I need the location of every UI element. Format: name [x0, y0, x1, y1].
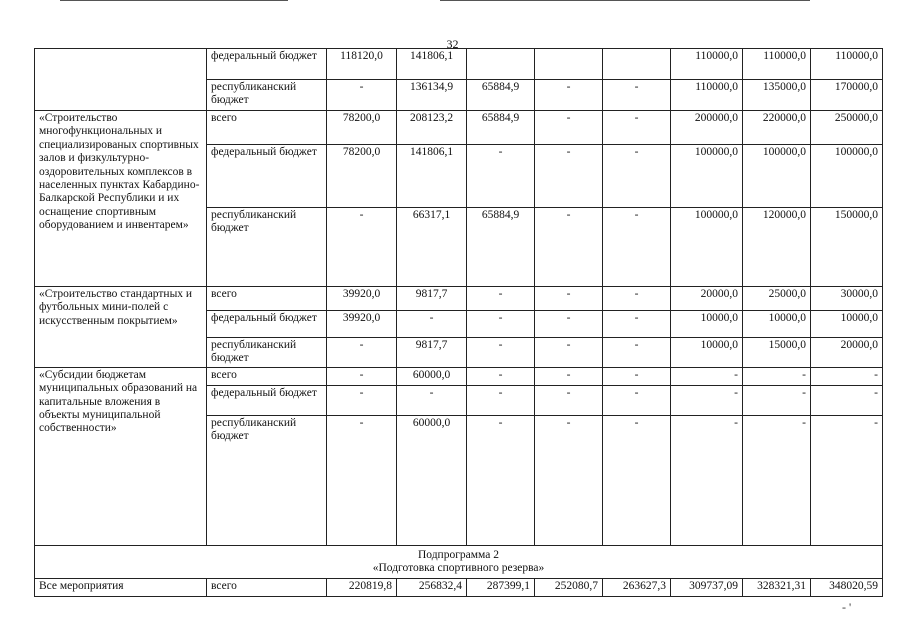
total-row [35, 578, 883, 596]
value-cell: - [535, 80, 603, 111]
value-cell: - [327, 367, 397, 385]
funding-source-cell: республиканский бюджет [207, 338, 327, 368]
value-cell: - [397, 311, 467, 338]
value-cell: - [535, 287, 603, 311]
funding-source-cell: федеральный бюджет [207, 145, 327, 208]
value-cell: - [743, 385, 811, 415]
value-cell: - [467, 367, 535, 385]
value-cell: 30000,0 [811, 287, 883, 311]
budget-table [34, 48, 883, 597]
activity-name-cell: «Строительство стандартных и футбольных мини-полей с искусственным покрытием» [35, 287, 207, 368]
total-value-cell: 309737,09 [671, 578, 743, 596]
funding-source-cell: федеральный бюджет [207, 311, 327, 338]
value-cell: 78200,0 [327, 145, 397, 208]
value-cell: 65884,9 [467, 111, 535, 145]
value-cell: 20000,0 [671, 287, 743, 311]
top-scan-line-right [440, 0, 810, 1]
value-cell: - [603, 385, 671, 415]
value-cell: 9817,7 [397, 287, 467, 311]
value-cell: 141806,1 [397, 49, 467, 80]
value-cell: 100000,0 [811, 145, 883, 208]
value-cell: - [467, 287, 535, 311]
total-value-cell: 252080,7 [535, 578, 603, 596]
table-row [35, 49, 883, 80]
value-cell: - [811, 385, 883, 415]
value-cell: 110000,0 [743, 49, 811, 80]
value-cell: 136134,9 [397, 80, 467, 111]
value-cell: - [535, 311, 603, 338]
value-cell: - [535, 385, 603, 415]
value-cell: 100000,0 [671, 208, 743, 287]
activity-name-cell: «Строительство многофункциональных и специализированых спортивных залов и физкультурно-оздоровительных комплексов в населенных пунктах Кабардино-Балкарской Республики и их оснащение спортивным оборудованием и инвентарем» [35, 111, 207, 287]
value-cell: 120000,0 [743, 208, 811, 287]
value-cell: - [535, 415, 603, 545]
value-cell: - [671, 385, 743, 415]
value-cell: - [603, 145, 671, 208]
value-cell: - [603, 415, 671, 545]
value-cell: - [467, 415, 535, 545]
value-cell: - [327, 338, 397, 368]
value-cell [467, 49, 535, 80]
value-cell: - [535, 367, 603, 385]
scan-mark: - ' [842, 600, 852, 614]
subprogram-subtitle: «Подготовка спортивного резерва» [372, 562, 545, 575]
funding-source-cell: федеральный бюджет [207, 385, 327, 415]
value-cell: - [535, 208, 603, 287]
funding-source-cell: республиканский бюджет [207, 208, 327, 287]
value-cell: 150000,0 [811, 208, 883, 287]
value-cell: - [671, 415, 743, 545]
value-cell: - [467, 311, 535, 338]
value-cell: 100000,0 [743, 145, 811, 208]
funding-source-cell: федеральный бюджет [207, 49, 327, 80]
funding-source-cell: всего [207, 367, 327, 385]
value-cell: - [397, 385, 467, 415]
value-cell: 250000,0 [811, 111, 883, 145]
value-cell: - [743, 415, 811, 545]
activity-name-cell: «Субсидии бюджетам муниципальных образований на капитальные вложения в объекты муниципальной собственности» [35, 367, 207, 545]
value-cell: - [535, 111, 603, 145]
value-cell: - [603, 111, 671, 145]
value-cell: 15000,0 [743, 338, 811, 368]
funding-source-cell: всего [207, 287, 327, 311]
value-cell: 10000,0 [811, 311, 883, 338]
value-cell: 66317,1 [397, 208, 467, 287]
value-cell: - [467, 338, 535, 368]
value-cell: 60000,0 [397, 367, 467, 385]
value-cell: - [535, 145, 603, 208]
value-cell: 10000,0 [671, 338, 743, 368]
value-cell: 78200,0 [327, 111, 397, 145]
value-cell: - [327, 415, 397, 545]
value-cell: 60000,0 [397, 415, 467, 545]
value-cell: 208123,2 [397, 111, 467, 145]
value-cell: - [603, 338, 671, 368]
value-cell: - [811, 415, 883, 545]
value-cell: 118120,0 [327, 49, 397, 80]
total-value-cell: 328321,31 [743, 578, 811, 596]
value-cell: - [535, 338, 603, 368]
value-cell [603, 49, 671, 80]
value-cell: 110000,0 [671, 80, 743, 111]
value-cell: 25000,0 [743, 287, 811, 311]
value-cell: - [603, 208, 671, 287]
total-value-cell: 220819,8 [327, 578, 397, 596]
value-cell: 20000,0 [811, 338, 883, 368]
value-cell: 10000,0 [671, 311, 743, 338]
funding-source-cell: республиканский бюджет [207, 80, 327, 111]
funding-source-cell: республиканский бюджет [207, 415, 327, 545]
value-cell: - [603, 80, 671, 111]
value-cell: - [603, 367, 671, 385]
value-cell: 220000,0 [743, 111, 811, 145]
value-cell: - [327, 385, 397, 415]
value-cell: 135000,0 [743, 80, 811, 111]
value-cell: 100000,0 [671, 145, 743, 208]
value-cell: - [743, 367, 811, 385]
value-cell: - [603, 311, 671, 338]
value-cell: - [327, 208, 397, 287]
value-cell: - [467, 385, 535, 415]
subprogram-heading [35, 545, 883, 578]
funding-source-cell: всего [207, 111, 327, 145]
table-row [35, 111, 883, 145]
value-cell: 9817,7 [397, 338, 467, 368]
budget-table-body [35, 49, 883, 597]
value-cell: 65884,9 [467, 208, 535, 287]
total-name-cell: Все мероприятия [35, 578, 207, 596]
table-row [35, 367, 883, 385]
value-cell: 200000,0 [671, 111, 743, 145]
value-cell: - [467, 145, 535, 208]
value-cell: 39920,0 [327, 287, 397, 311]
value-cell: - [327, 80, 397, 111]
page-number: 32 [446, 37, 459, 51]
table-row [35, 287, 883, 311]
value-cell: 170000,0 [811, 80, 883, 111]
value-cell: 110000,0 [811, 49, 883, 80]
value-cell: 110000,0 [671, 49, 743, 80]
value-cell: 65884,9 [467, 80, 535, 111]
total-funding-source-cell: всего [207, 578, 327, 596]
total-value-cell: 348020,59 [811, 578, 883, 596]
value-cell [535, 49, 603, 80]
activity-name-cell [35, 49, 207, 111]
top-scan-line-left [60, 0, 288, 1]
total-value-cell: 263627,3 [603, 578, 671, 596]
subprogram-title: Подпрограмма 2 [417, 548, 499, 561]
value-cell: 10000,0 [743, 311, 811, 338]
value-cell: 141806,1 [397, 145, 467, 208]
total-value-cell: 287399,1 [467, 578, 535, 596]
value-cell: - [811, 367, 883, 385]
total-value-cell: 256832,4 [397, 578, 467, 596]
subprogram-row [35, 545, 883, 578]
value-cell: 39920,0 [327, 311, 397, 338]
value-cell: - [671, 367, 743, 385]
value-cell: - [603, 287, 671, 311]
